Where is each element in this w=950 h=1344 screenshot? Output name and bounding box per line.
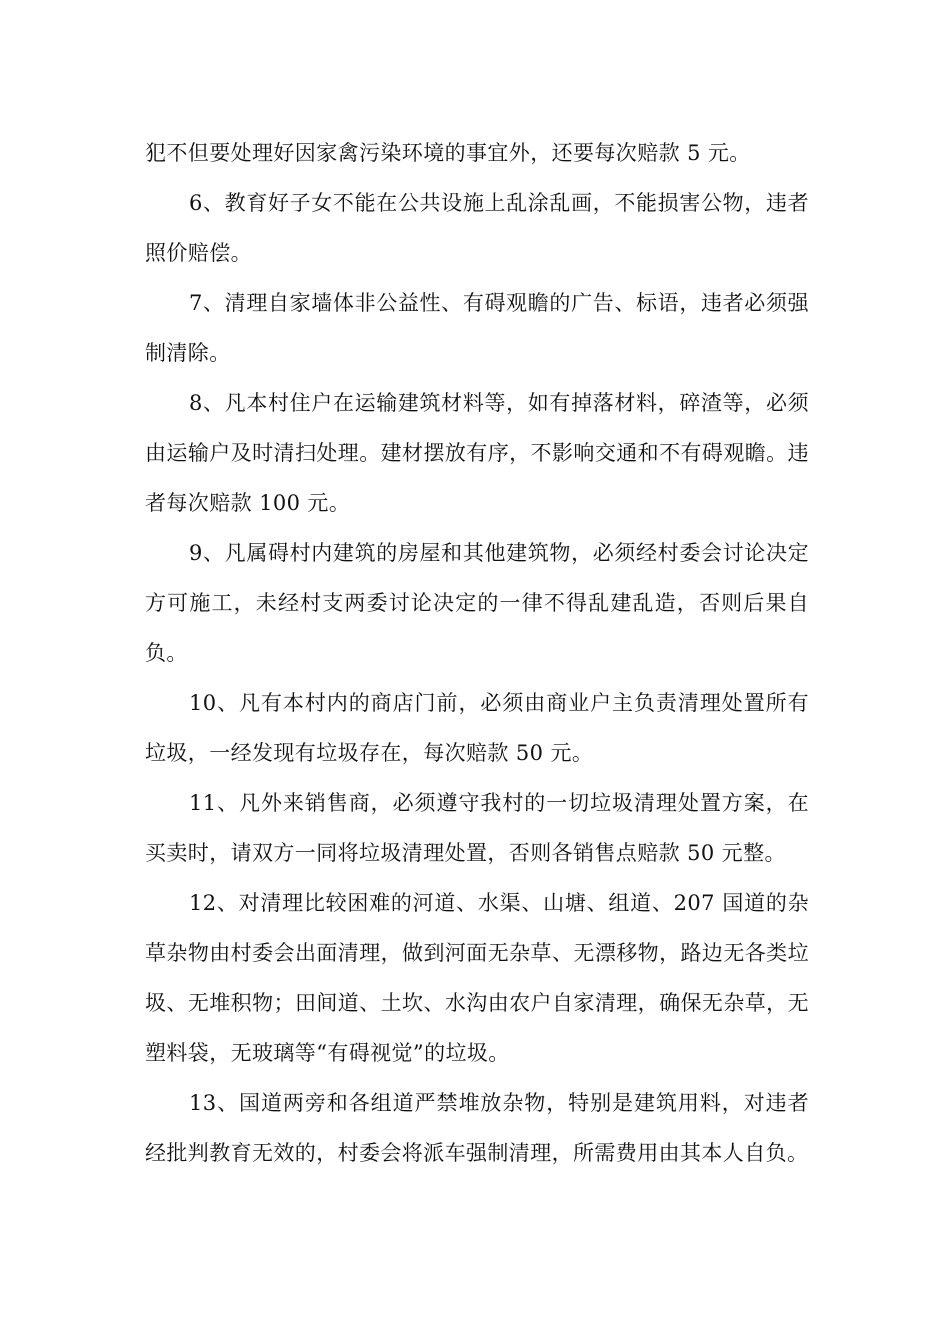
paragraph-item-7: 7、清理自家墙体非公益性、有碍观瞻的广告、标语，违者必须强制清除。: [145, 291, 809, 365]
paragraph-continuation: 犯不但要处理好因家禽污染环境的事宜外，还要每次赔款 5 元。: [145, 141, 751, 165]
paragraph-item-11: 11、凡外来销售商，必须遵守我村的一切垃圾清理处置方案，在买卖时，请双方一同将垃圾清理处置，否则各销售点赔款 50 元整。: [145, 791, 809, 865]
document-page: [145, 128, 809, 1178]
paragraph-item-12: 12、对清理比较困难的河道、水渠、山塘、组道、207 国道的杂草杂物由村委会出面清理，做到河面无杂草、无漂移物，路边无各类垃圾、无堆积物；田间道、土坎、水沟由农户自家清理，确保无杂草，无塑料袋，无玻璃等“有碍视觉”的垃圾。: [145, 891, 809, 1065]
paragraph-item-6: 6、教育好子女不能在公共设施上乱涂乱画，不能损害公物，违者照价赔偿。: [145, 191, 809, 265]
paragraph-item-8: 8、凡本村住户在运输建筑材料等，如有掉落材料，碎渣等，必须由运输户及时清扫处理。建材摆放有序，不影响交通和不有碍观瞻。违者每次赔款 100 元。: [145, 391, 809, 515]
paragraph-item-10: 10、凡有本村内的商店门前，必须由商业户主负责清理处置所有垃圾，一经发现有垃圾存在，每次赔款 50 元。: [145, 691, 809, 765]
paragraph-item-13: 13、国道两旁和各组道严禁堆放杂物，特别是建筑用料，对违者经批判教育无效的，村委会将派车强制清理，所需费用由其本人自负。: [145, 1091, 809, 1165]
paragraph-item-9: 9、凡属碍村内建筑的房屋和其他建筑物，必须经村委会讨论决定方可施工，未经村支两委讨论决定的一律不得乱建乱造，否则后果自负。: [145, 541, 809, 665]
